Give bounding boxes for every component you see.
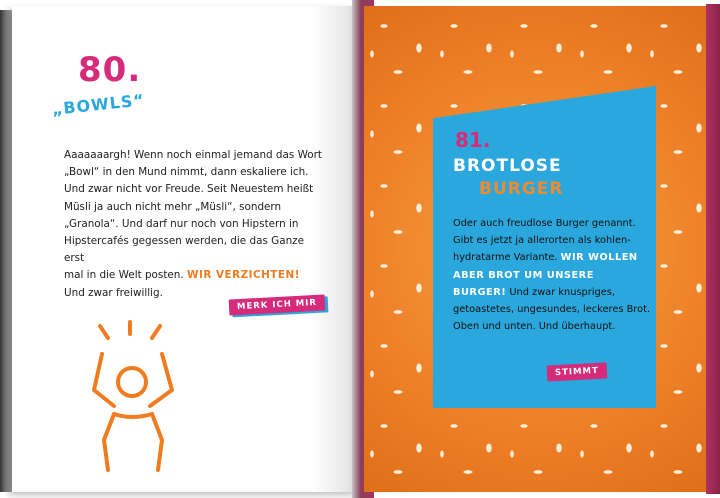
right-page-title-line1: BROTLOSE xyxy=(453,156,562,176)
stick-figure-doodle-icon xyxy=(74,320,192,480)
merk-ich-mir-tag: MERK ICH MIR xyxy=(229,294,326,315)
body-line-with-emphasis xyxy=(64,267,322,284)
body-line: Und zwar knuspriges, xyxy=(509,286,615,298)
emphasis-text: WIR WOLLEN xyxy=(560,252,638,264)
emphasis-text: ABER BROT UM UNSERE xyxy=(453,269,594,281)
right-page-number: 81. xyxy=(455,128,491,152)
body-line: Und zwar nicht vor Freude. Seit Neuestem heißt xyxy=(64,183,314,196)
emphasis-text: WIR VERZICHTEN! xyxy=(187,269,300,282)
body-line: mal in die Welt posten. xyxy=(64,269,184,282)
right-page-title-line2: BURGER xyxy=(479,179,564,199)
left-page-title: „BOWLS“ xyxy=(51,90,146,119)
body-line-with-emphasis xyxy=(453,249,653,266)
right-cover-edge xyxy=(706,4,720,494)
body-line: „Granola“. Und darf nur noch von Hipstern in xyxy=(64,217,299,230)
body-line: Und zwar freiwillig. xyxy=(64,286,163,299)
body-line: Hipstercafés gegessen werden, die das Ganze erst xyxy=(64,235,305,265)
right-page-body xyxy=(453,215,653,335)
left-page-body xyxy=(64,147,322,302)
stimmt-tag: STIMMT xyxy=(547,362,608,381)
body-line: hydratarme Variante. xyxy=(453,252,558,264)
body-line: Oben und unten. Und überhaupt. xyxy=(453,321,616,333)
body-line-with-emphasis xyxy=(453,284,653,301)
body-line: Oder auch freudlose Burger genannt. xyxy=(453,218,636,229)
body-line: Aaaaaaargh! Wenn noch einmal jemand das Wort xyxy=(64,149,322,161)
body-line: Gibt es jetzt ja allerorten als kohlen- xyxy=(453,235,631,247)
body-line: Müsli ja auch nicht mehr „Müsli“, sondern xyxy=(64,200,282,213)
body-line: „Bowl“ in den Mund nimmt, dann eskaliere ich. xyxy=(64,166,309,179)
body-line: getoastetes, ungesundes, leckeres Brot. xyxy=(453,304,651,316)
left-page-number: 80. xyxy=(78,50,142,90)
emphasis-text: BURGER! xyxy=(453,286,507,298)
